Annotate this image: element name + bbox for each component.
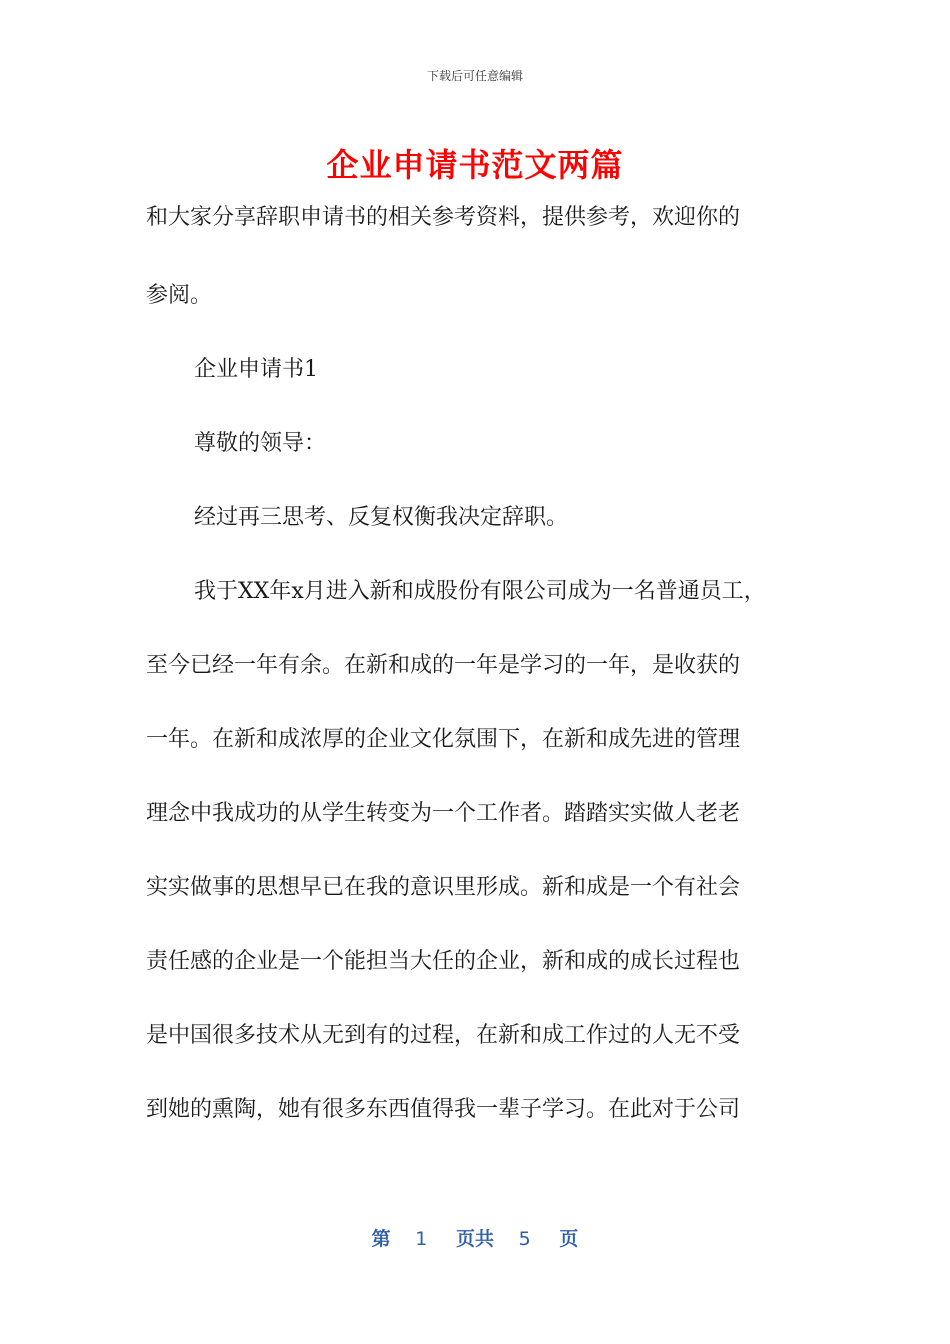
paragraph-line: 至今已经一年有余。在新和成的一年是学习的一年，是收获的 bbox=[146, 653, 741, 678]
paragraph-line: 和大家分享辞职申请书的相关参考资料，提供参考，欢迎你的 bbox=[146, 205, 741, 230]
paragraph-line: 到她的熏陶，她有很多东西值得我一辈子学习。在此对于公司 bbox=[146, 1097, 741, 1122]
footer-suffix: 页 bbox=[559, 1228, 579, 1250]
salutation: 尊敬的领导： bbox=[194, 431, 327, 456]
page-footer bbox=[0, 1224, 950, 1251]
paragraph-line: 参阅。 bbox=[146, 283, 213, 308]
paragraph-line: 经过再三思考、反复权衡我决定辞职。 bbox=[194, 505, 569, 530]
paragraph-line: 是中国很多技术从无到有的过程，在新和成工作过的人无不受 bbox=[146, 1023, 741, 1048]
header-note: 下载后可任意编辑 bbox=[426, 69, 523, 83]
paragraph-line: 实实做事的思想早已在我的意识里形成。新和成是一个有社会 bbox=[146, 875, 741, 900]
paragraph-line: 责任感的企业是一个能担当大任的企业，新和成的成长过程也 bbox=[146, 949, 741, 974]
footer-prefix: 第 bbox=[371, 1228, 391, 1250]
paragraph-line: 理念中我成功的从学生转变为一个工作者。踏踏实实做人老老 bbox=[146, 801, 741, 826]
footer-middle: 页共 bbox=[455, 1228, 494, 1250]
paragraph-line: 我于XX年x月进入新和成股份有限公司成为一名普通员工， bbox=[194, 579, 766, 604]
document-title: 企业申请书范文两篇 bbox=[326, 146, 624, 184]
section-heading: 企业申请书1 bbox=[194, 357, 318, 382]
footer-total-pages: 5 bbox=[518, 1228, 531, 1250]
paragraph-line: 一年。在新和成浓厚的企业文化氛围下，在新和成先进的管理 bbox=[146, 727, 741, 752]
footer-page-number: 1 bbox=[415, 1228, 428, 1250]
